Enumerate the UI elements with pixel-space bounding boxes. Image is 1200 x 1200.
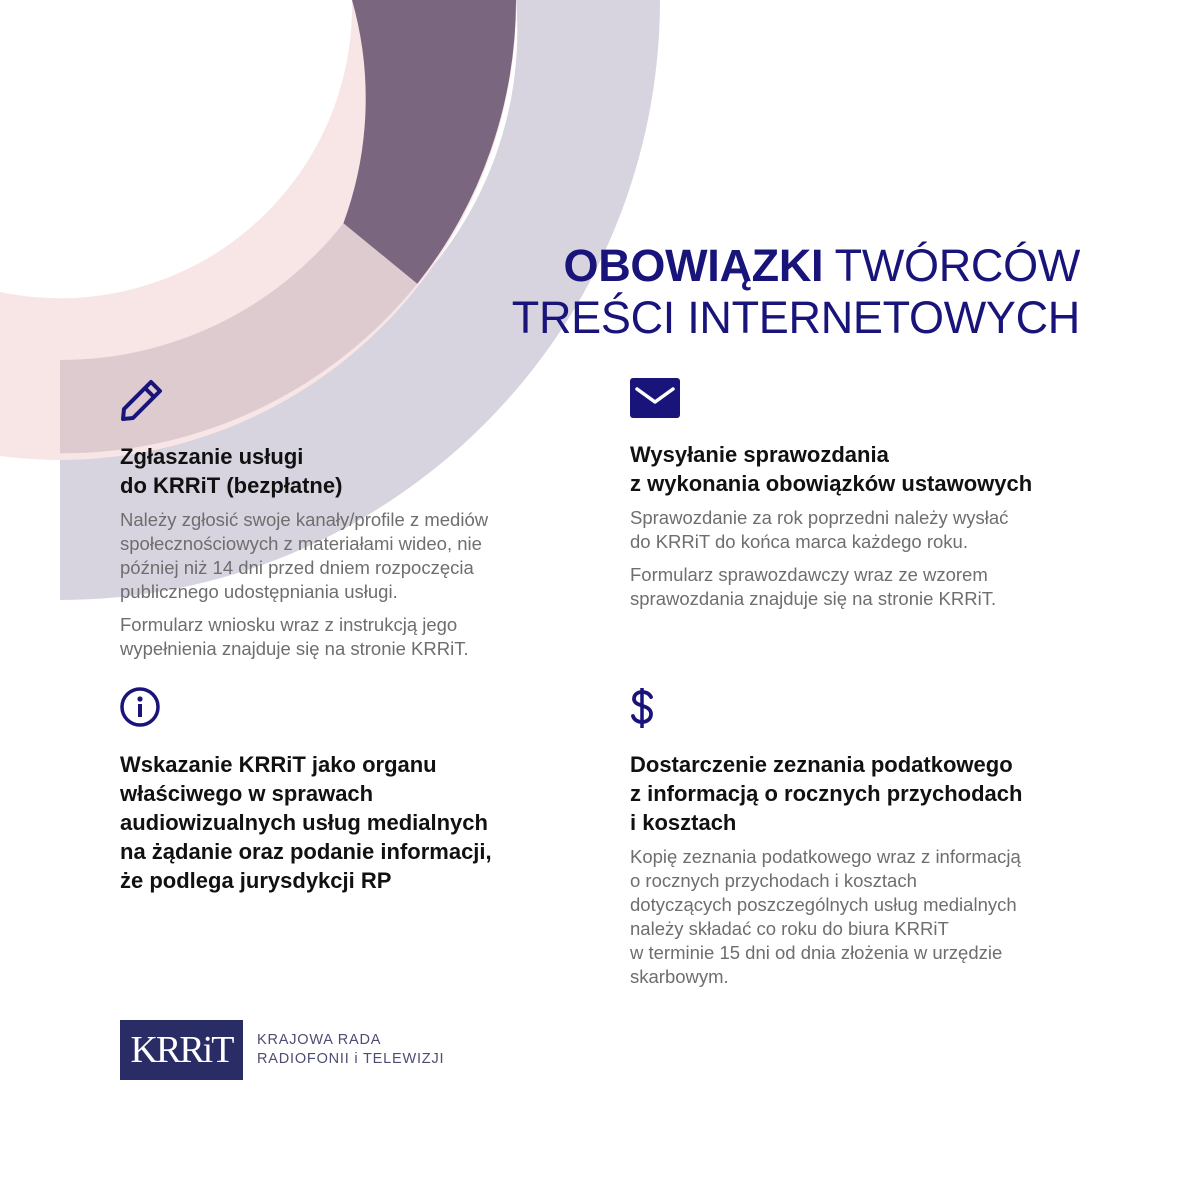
card-paragraph: Formularz wniosku wraz z instrukcją jego wypełnienia znajduje się na stronie KRRiT. [120,614,469,659]
card-paragraph: Należy zgłosić swoje kanały/profile z mediów społecznościowych z materiałami wideo, nie później niż 14 dni przed dniem rozpoczęcia publicznego udostępniania usługi. [120,509,489,602]
pencil-icon [120,378,164,422]
card-heading: Wskazanie KRRiT jako organu właściwego w sprawach audiowizualnych usług medialnych na żądanie oraz podanie informacji, że podlega jurysdykcji RP [120,752,492,893]
card-paragraph: Formularz sprawozdawczy wraz ze wzorem sprawozdania znajduje się na stronie KRRiT. [630,564,997,609]
krrit-logo[interactable] [120,1020,444,1080]
logo-mark-text: KRRiT [130,1029,233,1071]
title-line1-rest: TWÓRCÓW [834,240,1080,291]
logo-line-2: RADIOFONII i TELEWIZJI [257,1051,445,1067]
card-heading: Dostarczenie zeznania podatkowego z informacją o rocznych przychodach i kosztach [630,752,1023,835]
card-heading: Zgłaszanie usługi do KRRiT (bezpłatne) [120,444,343,498]
card-service-registration [120,378,570,670]
card-paragraph: Kopię zeznania podatkowego wraz z informacją o rocznych przychodach i kosztach dotyczących poszczególnych usług medialnych należy składać co roku do biura KRRiT w terminie 15 dni od dnia złożenia w urzędzie skarbowym. [630,846,1021,987]
card-report-submission [630,378,1080,620]
logo-mark [120,1020,243,1080]
logo-wordmark [257,1031,444,1069]
page-title [512,240,1080,344]
card-jurisdiction-indication [120,686,570,903]
card-heading: Wysyłanie sprawozdania z wykonania obowiązków ustawowych [630,442,1033,496]
title-strong: OBOWIĄZKI [563,240,824,291]
envelope-icon [630,378,680,420]
card-tax-return [630,686,1080,998]
logo-line-1: KRAJOWA RADA [257,1032,382,1048]
info-icon [120,686,164,730]
title-line2: TREŚCI INTERNETOWYCH [511,292,1080,343]
card-paragraph: Sprawozdanie za rok poprzedni należy wysłać do KRRiT do końca marca każdego roku. [630,507,1009,552]
dollar-icon [630,686,674,730]
